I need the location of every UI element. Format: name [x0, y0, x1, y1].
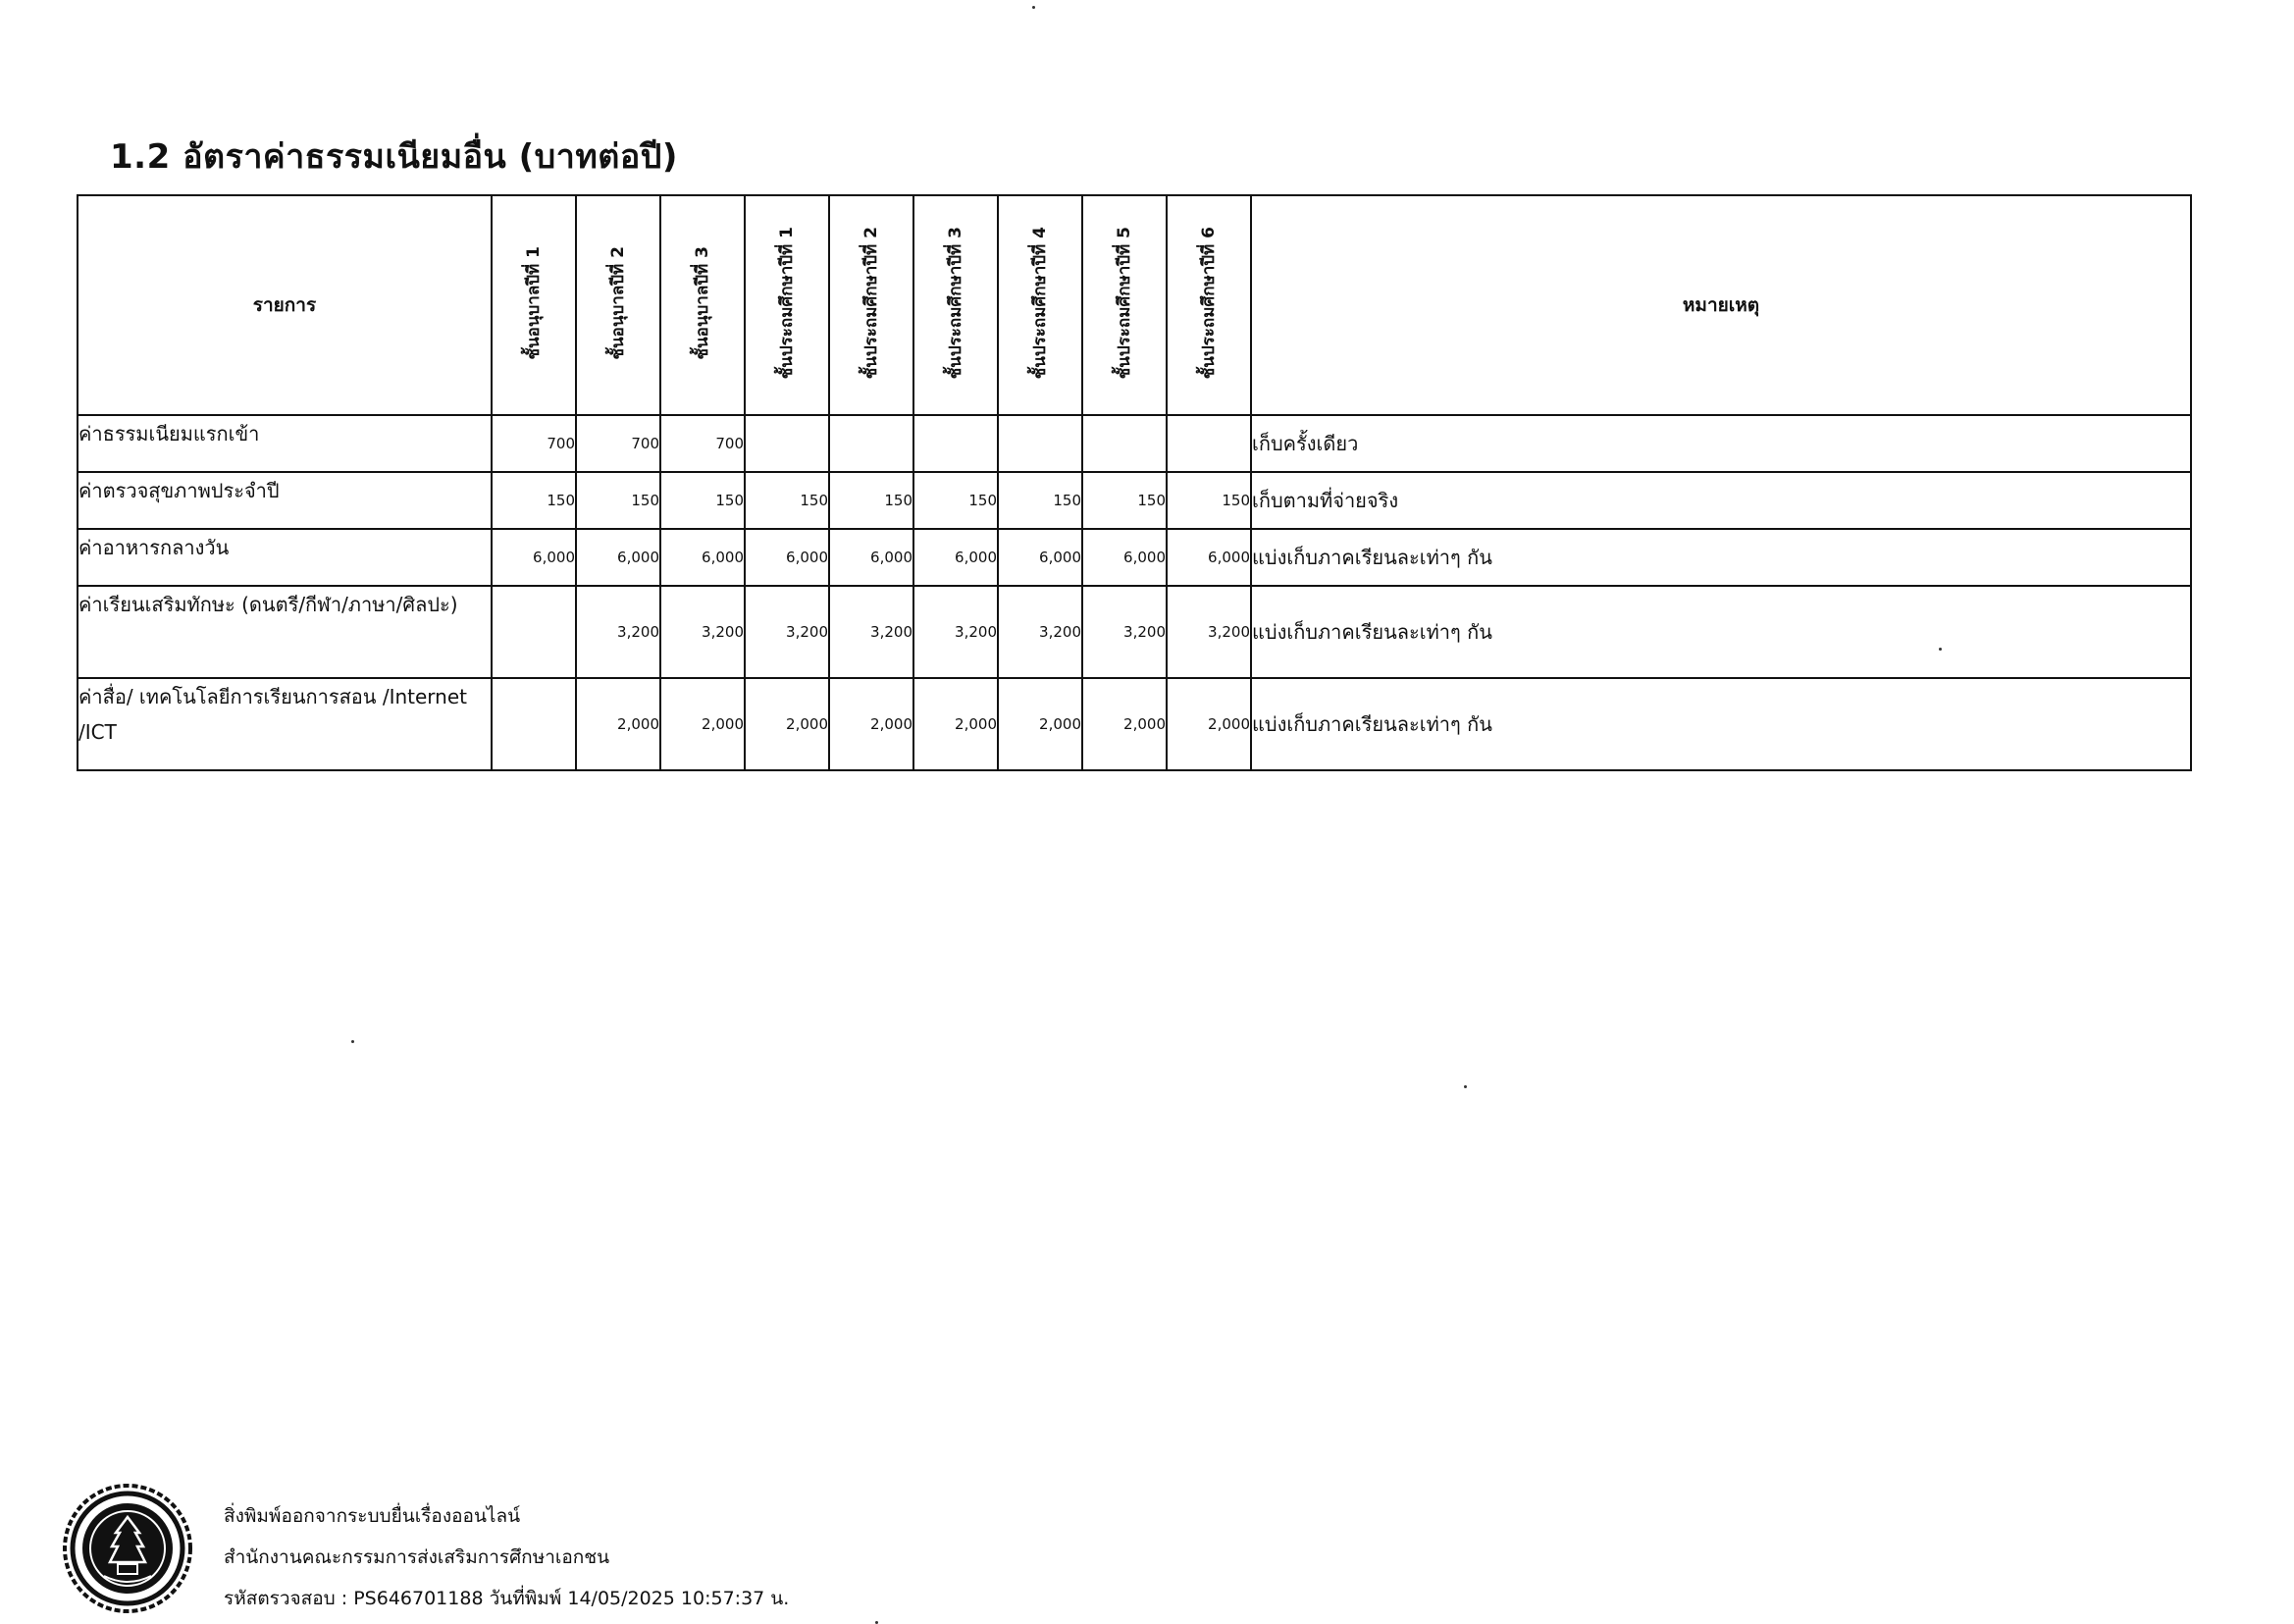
row-value: 150 [913, 472, 998, 529]
row-value: 6,000 [660, 529, 745, 586]
row-value [998, 415, 1082, 472]
grade-header-label: ชั้นอนุบาลปีที่ 1 [523, 246, 544, 360]
row-value: 3,200 [829, 586, 913, 678]
row-remark: แบ่งเก็บภาคเรียนละเท่าๆ กัน [1251, 529, 2191, 586]
grade-header-p4 [998, 195, 1082, 415]
grade-header-p3 [913, 195, 998, 415]
row-item: ค่าธรรมเนียมแรกเข้า [78, 415, 492, 472]
row-value: 3,200 [1082, 586, 1167, 678]
government-seal-icon [61, 1482, 194, 1615]
row-value: 6,000 [492, 529, 576, 586]
footer-line-system: สิ่งพิมพ์ออกจากระบบยื่นเรื่องออนไลน์ [224, 1505, 521, 1527]
row-value [492, 586, 576, 678]
row-value: 2,000 [745, 678, 829, 770]
table-row [78, 529, 2191, 586]
grade-header-label: ชั้นประถมศึกษาปีที่ 4 [1029, 227, 1050, 380]
row-value: 2,000 [998, 678, 1082, 770]
row-value [745, 415, 829, 472]
row-value: 3,200 [660, 586, 745, 678]
row-remark: เก็บครั้งเดียว [1251, 415, 2191, 472]
row-value: 3,200 [576, 586, 660, 678]
remark-column-header: หมายเหตุ [1251, 195, 2191, 415]
row-value: 6,000 [745, 529, 829, 586]
row-value: 150 [998, 472, 1082, 529]
row-item: ค่าอาหารกลางวัน [78, 529, 492, 586]
grade-header-k1 [492, 195, 576, 415]
row-value: 6,000 [829, 529, 913, 586]
row-remark: แบ่งเก็บภาคเรียนละเท่าๆ กัน [1251, 586, 2191, 678]
row-value [829, 415, 913, 472]
row-value [1167, 415, 1251, 472]
grade-header-label: ชั้นอนุบาลปีที่ 2 [607, 246, 628, 360]
row-item: ค่าเรียนเสริมทักษะ (ดนตรี/กีฬา/ภาษา/ศิลปะ) [78, 586, 492, 678]
row-value: 150 [1082, 472, 1167, 529]
grade-header-label: ชั้นประถมศึกษาปีที่ 3 [945, 227, 965, 380]
grade-header-p2 [829, 195, 913, 415]
document-footer [61, 1482, 944, 1609]
row-value [913, 415, 998, 472]
grade-header-label: ชั้นประถมศึกษาปีที่ 5 [1114, 227, 1134, 380]
row-value: 700 [576, 415, 660, 472]
row-value: 150 [660, 472, 745, 529]
table-row [78, 586, 2191, 678]
row-value [1082, 415, 1167, 472]
row-value: 3,200 [998, 586, 1082, 678]
footer-line-office: สำนักงานคณะกรรมการส่งเสริมการศึกษาเอกชน [224, 1546, 610, 1568]
grade-header-k2 [576, 195, 660, 415]
row-value: 2,000 [829, 678, 913, 770]
row-value: 6,000 [1167, 529, 1251, 586]
row-remark: เก็บตามที่จ่ายจริง [1251, 472, 2191, 529]
row-item: ค่าตรวจสุขภาพประจำปี [78, 472, 492, 529]
row-value: 2,000 [1167, 678, 1251, 770]
grade-header-label: ชั้นประถมศึกษาปีที่ 2 [860, 227, 881, 380]
row-value: 6,000 [998, 529, 1082, 586]
row-value: 3,200 [1167, 586, 1251, 678]
table-row [78, 678, 2191, 770]
fee-table [77, 194, 2192, 771]
row-value: 2,000 [660, 678, 745, 770]
row-value: 700 [660, 415, 745, 472]
row-value: 700 [492, 415, 576, 472]
footer-line-verification: รหัสตรวจสอบ : PS646701188 วันที่พิมพ์ 14/05/2025 10:57:37 น. [224, 1588, 790, 1609]
grade-header-k3 [660, 195, 745, 415]
scan-speck [1032, 6, 1035, 9]
row-item: ค่าสื่อ/ เทคโนโลยีการเรียนการสอน /Internet /ICT [78, 678, 492, 770]
row-value: 3,200 [745, 586, 829, 678]
row-remark: แบ่งเก็บภาคเรียนละเท่าๆ กัน [1251, 678, 2191, 770]
row-value: 150 [1167, 472, 1251, 529]
row-value: 2,000 [913, 678, 998, 770]
table-row [78, 415, 2191, 472]
footer-text [224, 1495, 789, 1619]
page-title: 1.2 อัตราค่าธรรมเนียมอื่น (บาทต่อปี) [110, 137, 678, 177]
item-column-header: รายการ [78, 195, 492, 415]
grade-header-label: ชั้นประถมศึกษาปีที่ 1 [776, 227, 797, 380]
table-row [78, 472, 2191, 529]
grade-header-p5 [1082, 195, 1167, 415]
scan-speck [1939, 648, 1942, 651]
row-value: 150 [576, 472, 660, 529]
grade-header-label: ชั้นอนุบาลปีที่ 3 [692, 246, 712, 360]
row-value: 150 [745, 472, 829, 529]
scan-speck [351, 1040, 354, 1043]
grade-header-label: ชั้นประถมศึกษาปีที่ 6 [1198, 227, 1219, 380]
grade-header-p6 [1167, 195, 1251, 415]
row-value: 2,000 [1082, 678, 1167, 770]
grade-header-p1 [745, 195, 829, 415]
row-value: 6,000 [576, 529, 660, 586]
row-value: 6,000 [1082, 529, 1167, 586]
row-value: 150 [492, 472, 576, 529]
table-header-row [78, 195, 2191, 415]
row-value: 150 [829, 472, 913, 529]
row-value: 6,000 [913, 529, 998, 586]
row-value: 2,000 [576, 678, 660, 770]
row-value: 3,200 [913, 586, 998, 678]
row-value [492, 678, 576, 770]
scan-speck [1464, 1085, 1467, 1088]
